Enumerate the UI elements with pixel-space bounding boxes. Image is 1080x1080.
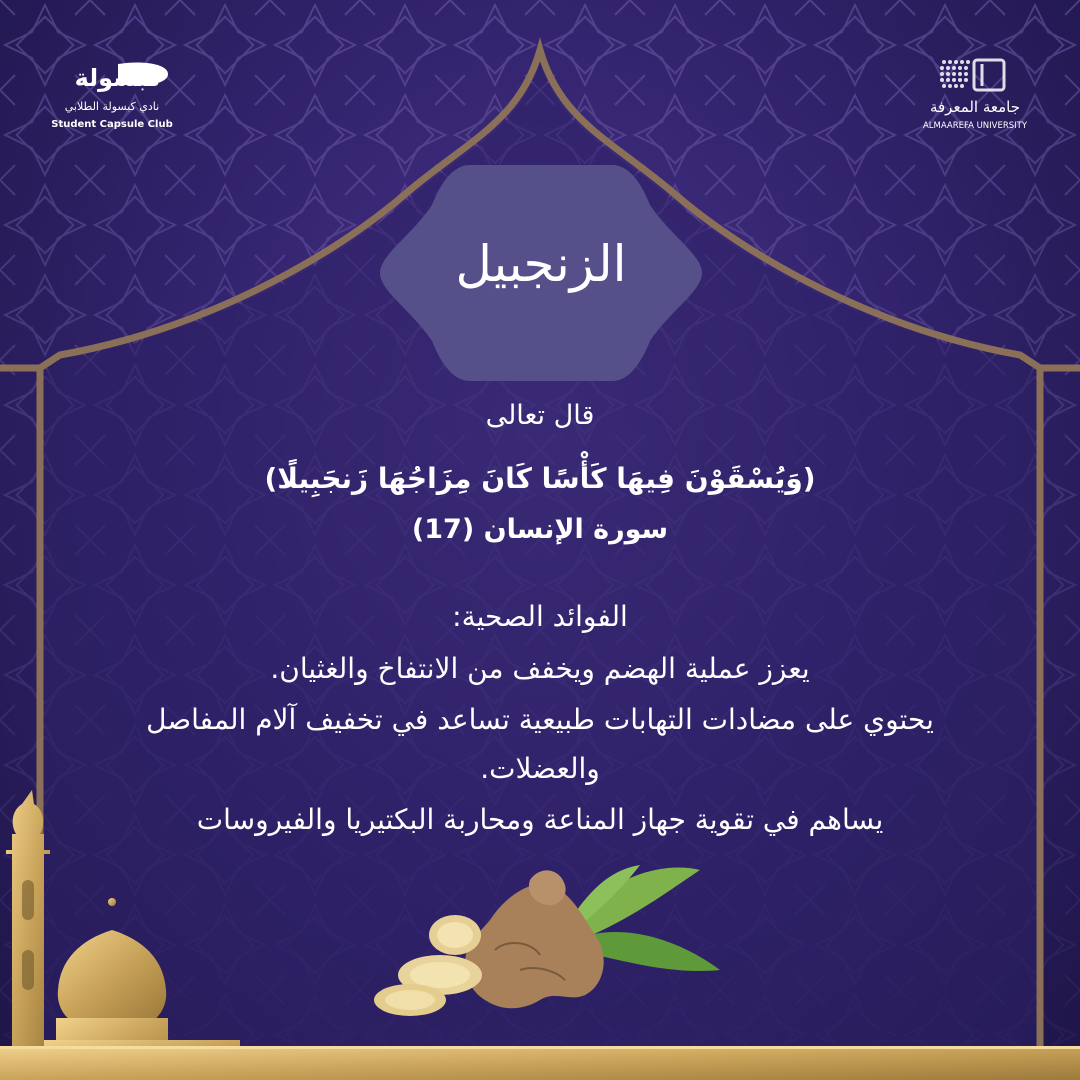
benefits-heading: الفوائد الصحية: [452,600,628,633]
almaarefa-university-logo [912,54,1038,134]
benefit-immunity: يساهم في تقوية جهاز المناعة ومحاربة البكتيريا والفيروسات [196,803,884,836]
bottom-gold-bar [0,1040,1080,1080]
student-capsule-club-logo [48,58,176,134]
mosque-silhouette-icon [0,790,240,1080]
svg-text:ALMAAREFA UNIVERSITY: ALMAAREFA UNIVERSITY [922,121,1028,131]
page-title: الزنجبيل [455,235,627,293]
benefit-digestion: يعزز عملية الهضم ويخفف من الانتفاخ والغثيان. [270,652,810,685]
ginger-illustration-icon [370,860,730,1030]
benefit-anti-inflammatory: يحتوي على مضادات التهابات طبيعية تساعد في تخفيف آلام المفاصل [146,703,934,736]
benefit-anti-inflammatory-continued: والعضلات. [480,752,600,785]
svg-text:جامعة المعرفة: جامعة المعرفة [929,98,1021,116]
svg-text:كبسولة: كبسولة [74,64,162,92]
svg-text:Student Capsule Club: Student Capsule Club [51,119,173,130]
quran-verse: (وَيُسْقَوْنَ فِيهَا كَأْسًا كَانَ مِزَاجُهَا زَنجَبِيلًا) [264,462,816,495]
verse-reference: (سورة الإنسان (17 [411,514,669,545]
svg-text:نادي كبسولة الطلابي: نادي كبسولة الطلابي [64,100,160,113]
quote-intro: قال تعالى [485,400,595,431]
